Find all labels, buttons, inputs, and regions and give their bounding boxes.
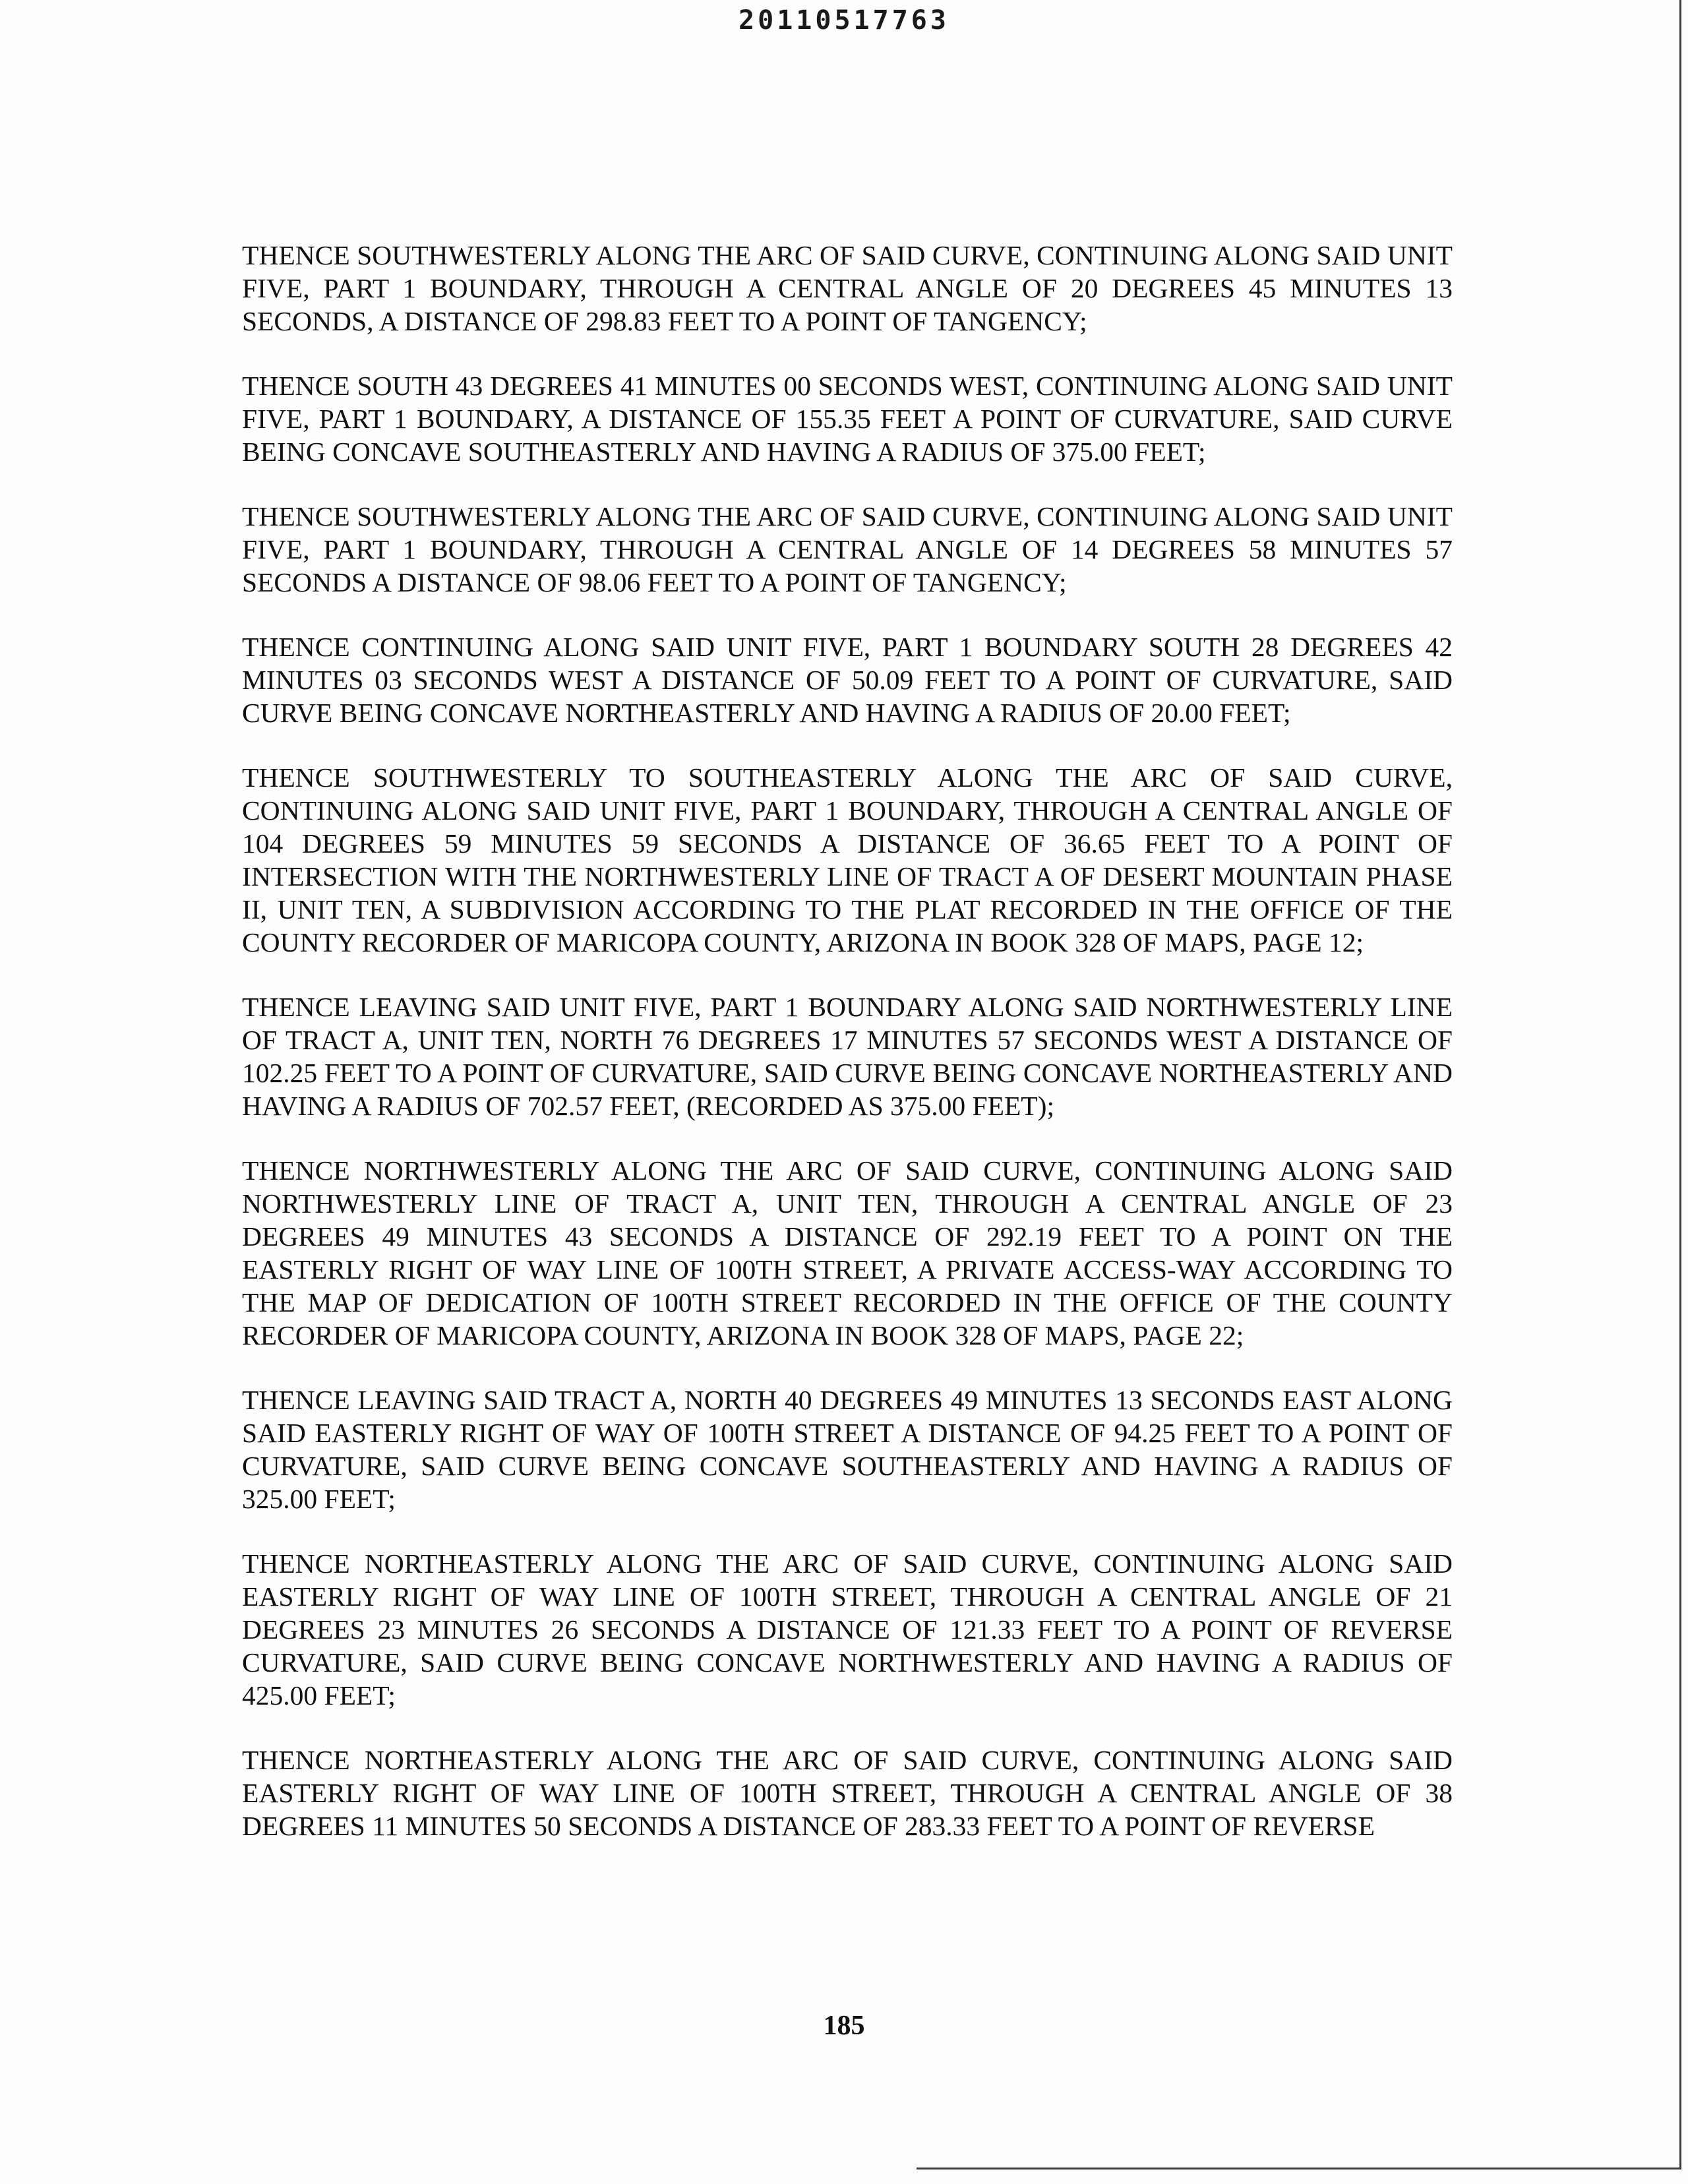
paragraph: THENCE LEAVING SAID TRACT A, NORTH 40 DEGREES 49 MINUTES 13 SECONDS EAST ALONG SAID EASTERLY RIGHT OF WAY OF 100TH STREET A DISTANCE OF 94.25 FEET TO A POINT OF CURVATURE, SAID CURVE BEING CONCAVE SOUTHEASTERLY AND HAVING A RADIUS OF 325.00 FEET; [242, 1385, 1453, 1514]
scan-border-bottom [917, 2168, 1681, 2169]
scan-border-right [1679, 0, 1681, 2169]
page-number: 185 [823, 2011, 865, 2041]
paragraph: THENCE CONTINUING ALONG SAID UNIT FIVE, PART 1 BOUNDARY SOUTH 28 DEGREES 42 MINUTES 03 SECONDS WEST A DISTANCE OF 50.09 FEET TO A POINT OF CURVATURE, SAID CURVE BEING CONCAVE NORTHEASTERLY AND HAVING A RADIUS OF 20.00 FEET; [242, 632, 1453, 728]
legal-description-body [242, 239, 1453, 1874]
paragraph: THENCE SOUTH 43 DEGREES 41 MINUTES 00 SECONDS WEST, CONTINUING ALONG SAID UNIT FIVE, PART 1 BOUNDARY, A DISTANCE OF 155.35 FEET A POINT OF CURVATURE, SAID CURVE BEING CONCAVE SOUTHEASTERLY AND HAVING A RADIUS OF 375.00 FEET; [242, 371, 1453, 467]
document-number: 20110517763 [738, 5, 950, 36]
paragraph: THENCE SOUTHWESTERLY TO SOUTHEASTERLY ALONG THE ARC OF SAID CURVE, CONTINUING ALONG SAID UNIT FIVE, PART 1 BOUNDARY, THROUGH A CENTRAL ANGLE OF 104 DEGREES 59 MINUTES 59 SECONDS A DISTANCE OF 36.65 FEET TO A POINT OF INTERSECTION WITH THE NORTHWESTERLY LINE OF TRACT A OF DESERT MOUNTAIN PHASE II, UNIT TEN, A SUBDIVISION ACCORDING TO THE PLAT RECORDED IN THE OFFICE OF THE COUNTY RECORDER OF MARICOPA COUNTY, ARIZONA IN BOOK 328 OF MAPS, PAGE 12; [242, 762, 1453, 957]
paragraph: THENCE SOUTHWESTERLY ALONG THE ARC OF SAID CURVE, CONTINUING ALONG SAID UNIT FIVE, PART 1 BOUNDARY, THROUGH A CENTRAL ANGLE OF 14 DEGREES 58 MINUTES 57 SECONDS A DISTANCE OF 98.06 FEET TO A POINT OF TANGENCY; [242, 501, 1453, 597]
paragraph: THENCE NORTHEASTERLY ALONG THE ARC OF SAID CURVE, CONTINUING ALONG SAID EASTERLY RIGHT OF WAY LINE OF 100TH STREET, THROUGH A CENTRAL ANGLE OF 21 DEGREES 23 MINUTES 26 SECONDS A DISTANCE OF 121.33 FEET TO A POINT OF REVERSE CURVATURE, SAID CURVE BEING CONCAVE NORTHWESTERLY AND HAVING A RADIUS OF 425.00 FEET; [242, 1548, 1453, 1711]
paragraph: THENCE LEAVING SAID UNIT FIVE, PART 1 BOUNDARY ALONG SAID NORTHWESTERLY LINE OF TRACT A, UNIT TEN, NORTH 76 DEGREES 17 MINUTES 57 SECONDS WEST A DISTANCE OF 102.25 FEET TO A POINT OF CURVATURE, SAID CURVE BEING CONCAVE NORTHEASTERLY AND HAVING A RADIUS OF 702.57 FEET, (RECORDED AS 375.00 FEET); [242, 992, 1453, 1121]
paragraph: THENCE SOUTHWESTERLY ALONG THE ARC OF SAID CURVE, CONTINUING ALONG SAID UNIT FIVE, PART 1 BOUNDARY, THROUGH A CENTRAL ANGLE OF 20 DEGREES 45 MINUTES 13 SECONDS, A DISTANCE OF 298.83 FEET TO A POINT OF TANGENCY; [242, 240, 1453, 336]
paragraph: THENCE NORTHEASTERLY ALONG THE ARC OF SAID CURVE, CONTINUING ALONG SAID EASTERLY RIGHT OF WAY LINE OF 100TH STREET, THROUGH A CENTRAL ANGLE OF 38 DEGREES 11 MINUTES 50 SECONDS A DISTANCE OF 283.33 FEET TO A POINT OF REVERSE [242, 1745, 1453, 1841]
paragraph: THENCE NORTHWESTERLY ALONG THE ARC OF SAID CURVE, CONTINUING ALONG SAID NORTHWESTERLY LINE OF TRACT A, UNIT TEN, THROUGH A CENTRAL ANGLE OF 23 DEGREES 49 MINUTES 43 SECONDS A DISTANCE OF 292.19 FEET TO A POINT ON THE EASTERLY RIGHT OF WAY LINE OF 100TH STREET, A PRIVATE ACCESS-WAY ACCORDING TO THE MAP OF DEDICATION OF 100TH STREET RECORDED IN THE OFFICE OF THE COUNTY RECORDER OF MARICOPA COUNTY, ARIZONA IN BOOK 328 OF MAPS, PAGE 22; [242, 1155, 1453, 1350]
